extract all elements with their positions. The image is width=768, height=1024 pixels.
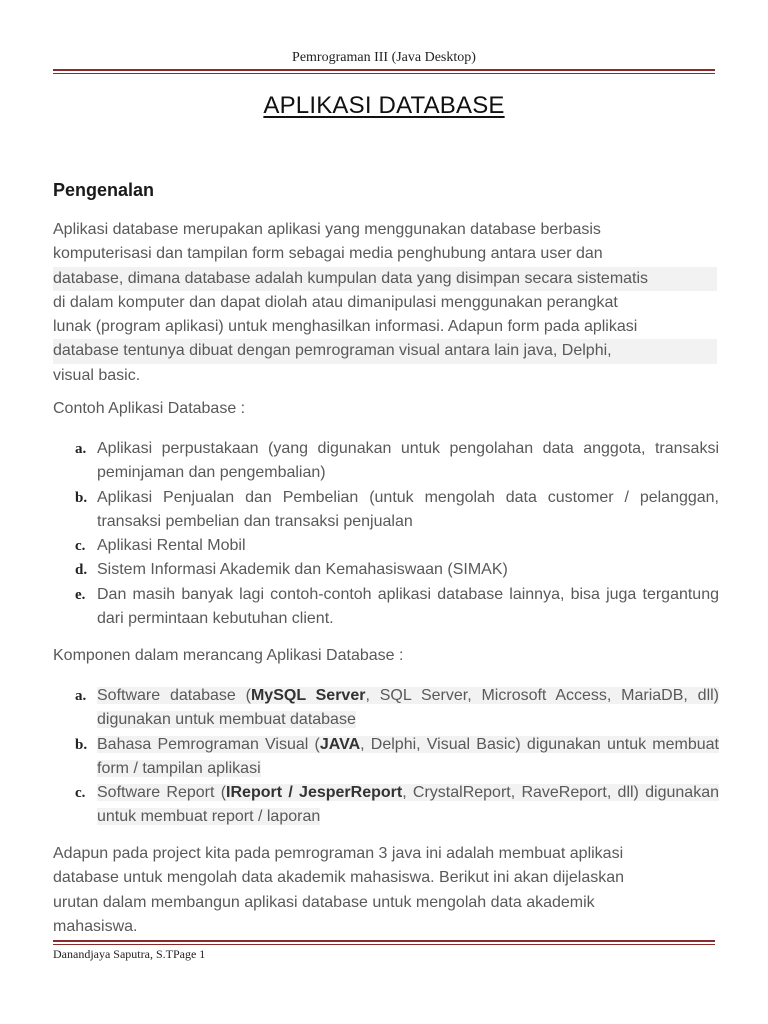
list-item-text: Sistem Informasi Akademik dan Kemahasiswaan (SIMAK) [97,561,508,579]
components-intro: Komponen dalam merancang Aplikasi Database : [53,647,404,664]
text-fragment: , CrystalReport, RaveReport, dll) digunakan untuk membuat report / laporan [97,784,719,826]
examples-list [53,437,719,631]
list-item [53,558,719,582]
list-item [53,437,719,486]
list-item-text: Aplikasi Penjualan dan Pembelian (untuk mengolah data customer / pelanggan, transaksi pembelian dan transaksi penjualan [97,488,719,530]
list-item-text [97,687,719,728]
footer-rule [53,940,715,945]
list-item-text: Dan masih banyak lagi contoh-contoh aplikasi database lainnya, bisa juga tergantung dari permintaan kebutuhan client. [97,585,719,628]
text-fragment: Software database ( [97,687,251,704]
closing-paragraph [53,842,717,939]
list-marker: c. [75,538,86,555]
list-item-text: Aplikasi Rental Mobil [97,537,246,555]
list-marker: e. [75,586,86,603]
paragraph-line: Aplikasi database merupakan aplikasi yang menggunakan database berbasis [53,221,601,238]
components-list [53,684,719,830]
list-marker: a. [75,441,87,457]
list-item-text [97,736,719,777]
list-marker: d. [75,562,88,579]
paragraph-line: database, dimana database adalah kumpulan data yang disimpan secara sistematis [53,267,717,291]
text-fragment: , Delphi, Visual Basic) digunakan untuk membuat form / tampilan aplikasi [97,735,719,777]
list-marker: c. [75,785,86,802]
list-item [53,733,719,782]
list-item [53,684,719,733]
list-marker: a. [75,688,87,704]
text-fragment: , SQL Server, Microsoft Access, MariaDB, dll) digunakan untuk membuat database [97,687,720,729]
running-header: Pemrograman III (Java Desktop) [292,50,476,65]
page-title: APLIKASI DATABASE [263,92,505,119]
paragraph-line: mahasiswa. [53,917,138,935]
bold-term: IReport / JesperReport [226,784,403,802]
examples-intro: Contoh Aplikasi Database : [53,400,246,417]
list-item-text: Aplikasi perpustakaan (yang digunakan untuk pengolahan data anggota, transaksi peminjaman dan pengembalian) [97,440,719,482]
list-item [53,583,719,632]
paragraph-line: database untuk mengolah data akademik mahasiswa. Berikut ini akan dijelaskan [53,869,625,887]
paragraph-line: komputerisasi dan tampilan form sebagai media penghubung antara user dan [53,245,603,263]
list-item [53,486,719,535]
list-marker: b. [75,489,88,506]
paragraph-line: Adapun pada project kita pada pemrograman 3 java ini adalah membuat aplikasi [53,845,624,862]
intro-paragraph [53,218,717,388]
paragraph-line: database tentunya dibuat dengan pemrograman visual antara lain java, Delphi, [53,339,717,363]
paragraph-line: urutan dalam membangun aplikasi database untuk mengolah data akademik [53,893,595,911]
text-fragment: Bahasa Pemrograman Visual ( [97,735,320,753]
list-item [53,781,719,830]
text-fragment: Software Report ( [97,784,227,802]
paragraph-line: visual basic. [53,366,141,384]
list-marker: b. [75,736,88,753]
list-item [53,534,719,558]
header-rule [53,69,715,74]
bold-term: MySQL Server [250,687,366,704]
list-item-text [97,784,719,825]
paragraph-line: di dalam komputer dan dapat diolah atau dimanipulasi menggunakan perangkat [53,293,618,311]
paragraph-line: lunak (program aplikasi) untuk menghasilkan informasi. Adapun form pada aplikasi [53,318,638,336]
bold-term: JAVA [319,735,361,753]
section-heading: Pengenalan [53,180,155,200]
page-footer: Danandjaya Saputra, S.TPage 1 [53,947,206,961]
